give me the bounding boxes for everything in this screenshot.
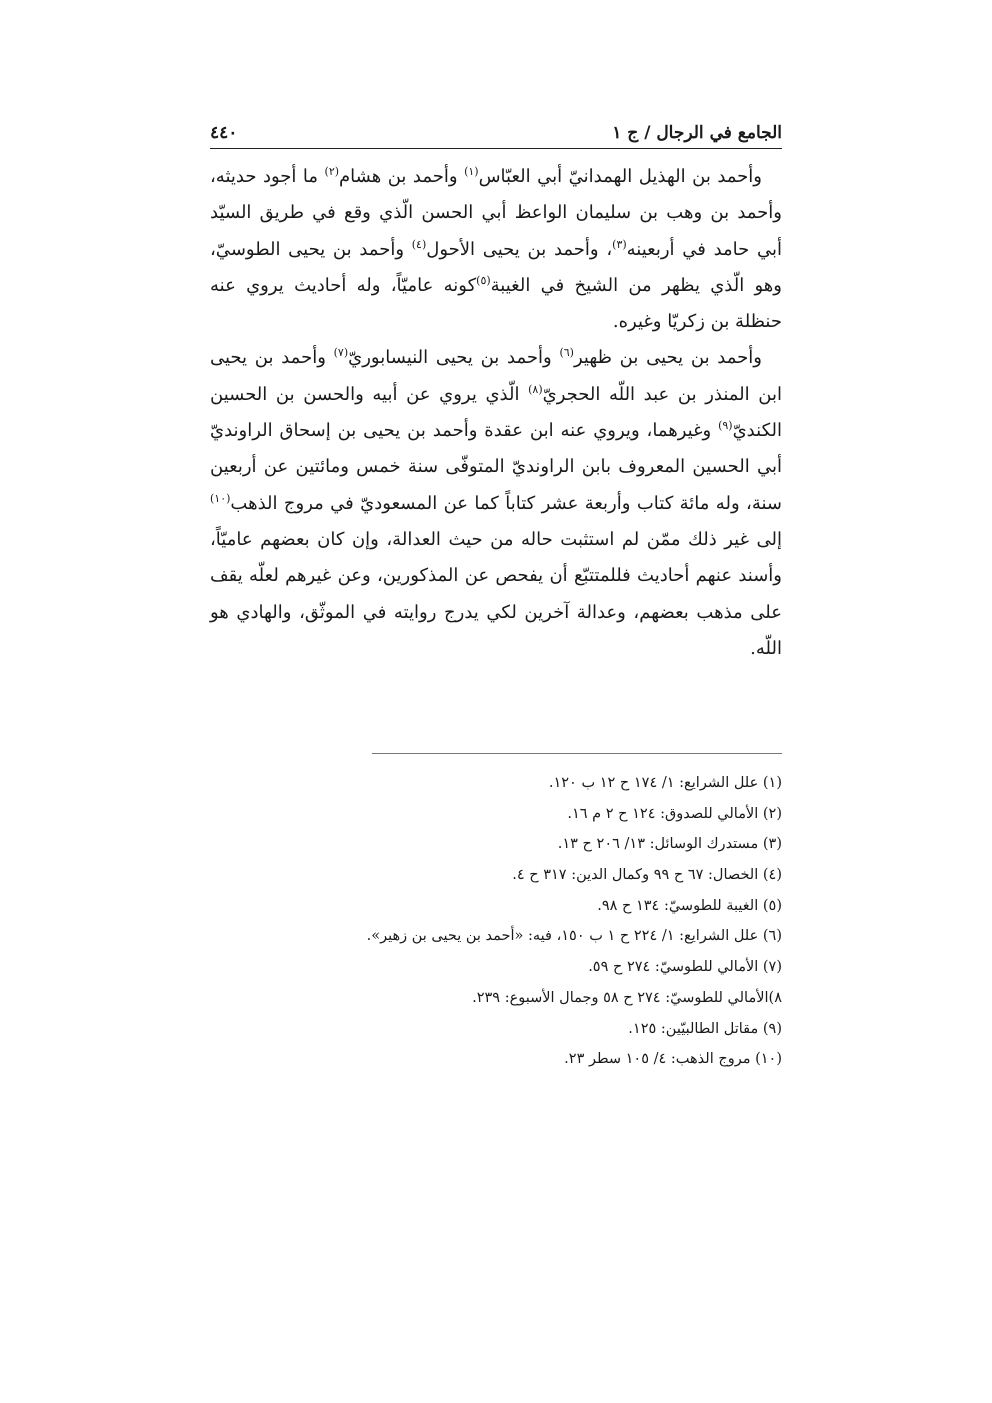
footnote-ref: (١٠) xyxy=(210,491,231,505)
footnote: (٩) مقاتل الطالبيّين: ١٢٥. xyxy=(628,1020,782,1037)
footnote: (٦) علل الشرايع: ١/ ٢٢٤ ح ١ ب ١٥٠، فيه: «أحمد بن يحيى بن زهير». xyxy=(366,928,782,945)
footnote-ref: (٤) xyxy=(411,237,427,251)
text-run: وأحمد بن يحيى الطوسيّ، وهو الّذي يظهر من الشيخ في الغيبة xyxy=(210,238,782,296)
text-run: إلى غير ذلك ممّن لم استثبت حاله من حيث العدالة، وإن كان بعضهم عاميّاً، وأسند عنهم أحاديث فللمتتبّع أن يفحص عن المذكورين، وعن غيرهم لعلّه يقف على مذهب بعضهم، وعدالة آخرين لكي يدرج روايته في الموثّق، والهادي هو اللّه. xyxy=(210,528,782,659)
text-run: وأحمد بن الهذيل الهمدانيّ أبي العبّاس xyxy=(478,166,762,187)
page xyxy=(210,118,782,667)
footnote-ref: (٨) xyxy=(528,382,543,396)
text-run: وأحمد بن هشام xyxy=(339,166,465,187)
footnote-ref: (٦) xyxy=(559,346,574,360)
footnote: (٥) الغيبة للطوسيّ: ١٣٤ ح ٩٨. xyxy=(597,897,782,914)
text-run: وأحمد بن يحيى ابن المنذر بن عبد اللّه الحجريّ xyxy=(210,347,782,405)
paragraph xyxy=(210,159,782,340)
footnote: ٨)الأمالي للطوسيّ: ٢٧٤ ح ٥٨ وجمال الأسبوع: ٢٣٩. xyxy=(472,989,782,1006)
footnote-ref: (٧) xyxy=(333,346,349,360)
running-title: الجامع في الرجال / ج ١ xyxy=(612,123,782,143)
footnote: (٢) الأمالي للصدوق: ١٢٤ ح ٢ م ١٦. xyxy=(567,805,782,822)
text-run: وغيرهما، ويروي عنه ابن عقدة وأحمد بن يحيى بن إسحاق الراونديّ أبي الحسين المعروف بابن الراونديّ المتوفّى سنة خمس ومائتين عن أربعين سنة، وله مائة كتاب وأربعة عشر كتاباً كما عن المسعوديّ في مروج الذهب xyxy=(210,420,782,514)
footnote: (٤) الخصال: ٦٧ ح ٩٩ وكمال الدين: ٣١٧ ح ٤. xyxy=(512,867,782,884)
text-run: الّذي يروي عن أبيه والحسن بن الحسين الكنديّ xyxy=(210,383,782,442)
footnote-ref: (١) xyxy=(464,165,479,178)
footnote-ref: (٣) xyxy=(612,237,627,251)
footnote-ref: (٩) xyxy=(718,419,733,433)
running-header xyxy=(210,118,782,149)
text-run: كونه عاميّاً، وله أحاديث يروي عنه حنظلة بن زكريّا وغيره. xyxy=(210,274,782,333)
page-number: ٤٤٠ xyxy=(210,123,238,143)
text-run: ، وأحمد بن يحيى الأحول xyxy=(426,238,613,260)
footnote: (٣) مستدرك الوسائل: ١٣/ ٢٠٦ ح ١٣. xyxy=(557,836,782,853)
footnote-ref: (٥) xyxy=(476,273,491,287)
footnote-ref: (٢) xyxy=(324,165,340,178)
footnote-separator xyxy=(372,753,782,754)
paragraph xyxy=(210,340,782,667)
body-text xyxy=(210,159,782,667)
footnote: (١٠) مروج الذهب: ٤/ ١٠٥ سطر ٢٣. xyxy=(564,1051,782,1068)
footnote: (١) علل الشرايع: ١/ ١٧٤ ح ١٢ ب ١٢٠. xyxy=(548,775,782,791)
footnote: (٧) الأمالي للطوسيّ: ٢٧٤ ح ٥٩. xyxy=(588,959,782,976)
text-run: وأحمد بن يحيى بن ظهير xyxy=(573,347,762,369)
text-run: ما أجود حديثه، وأحمد بن وهب بن سليمان الواعظ أبي الحسن الّذي وقع في طريق السيّد أبي حامد في أربعينه xyxy=(210,166,783,260)
footnotes xyxy=(300,768,782,1075)
text-run: وأحمد بن يحيى النيسابوريّ xyxy=(348,347,560,369)
